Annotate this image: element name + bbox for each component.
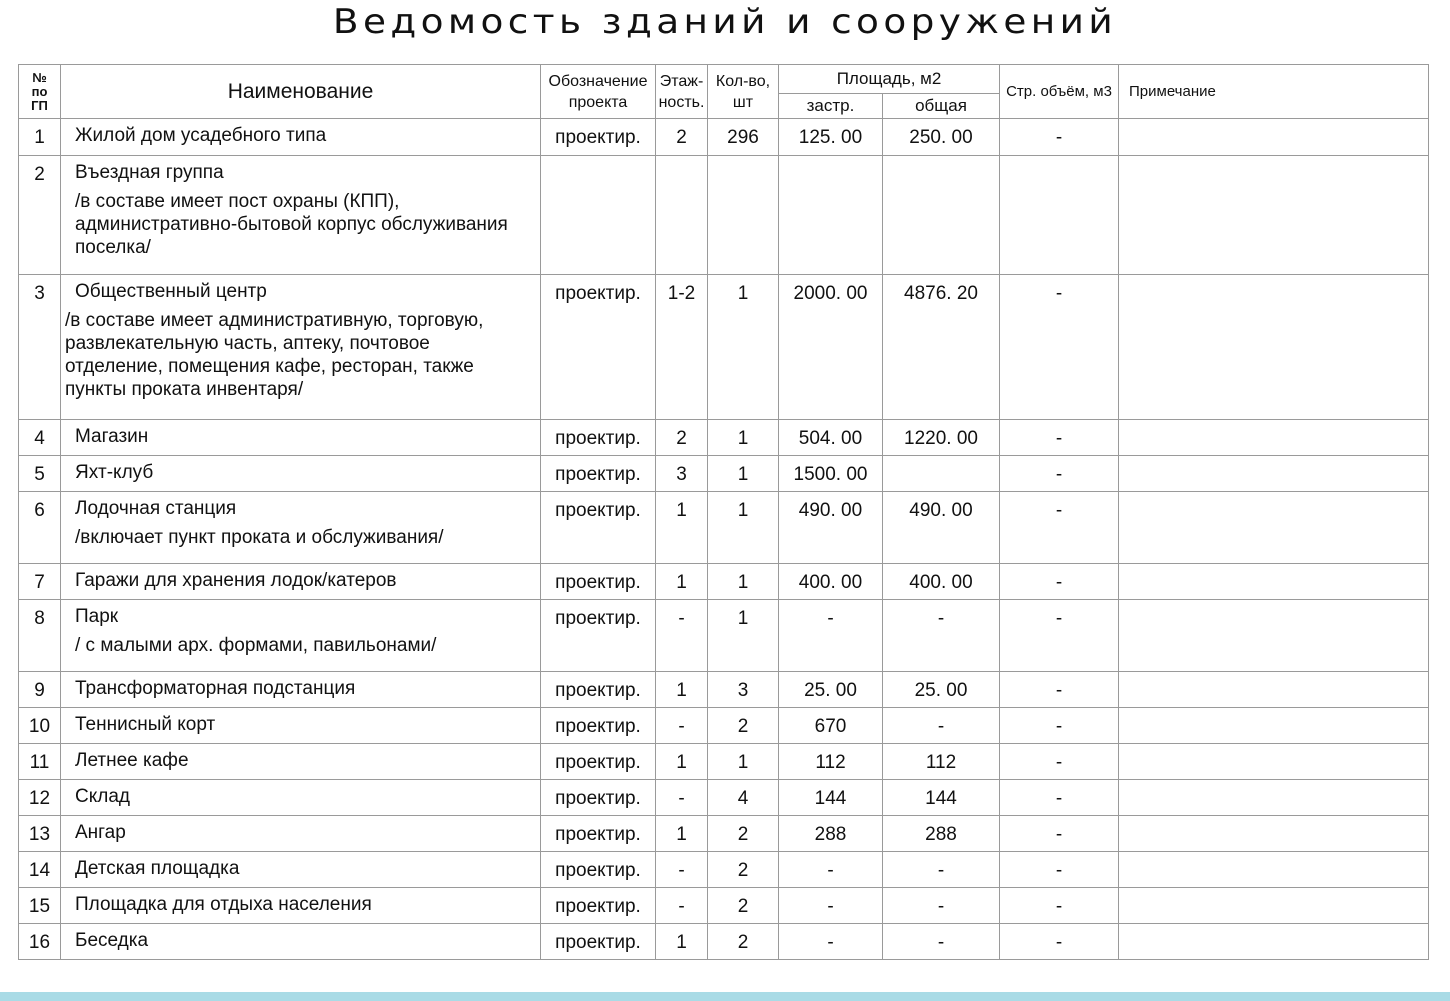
header-design	[541, 65, 656, 119]
row-name-cell	[61, 119, 541, 156]
row-floors: -	[656, 780, 708, 816]
header-number-line: по	[31, 83, 48, 99]
row-area-built: 144	[779, 780, 883, 816]
row-floors: 1	[656, 924, 708, 960]
row-name-cell	[61, 852, 541, 888]
row-number: 16	[19, 924, 61, 960]
row-quantity: 1	[708, 275, 779, 420]
document-title: Ведомость зданий и сооружений	[332, 2, 1118, 42]
row-name: Детская площадка	[75, 858, 240, 879]
row-floors: 2	[656, 420, 708, 456]
row-volume: -	[1000, 708, 1119, 744]
header-volume: Стр. объём, м3	[1000, 65, 1119, 119]
row-area-built: 25. 00	[779, 672, 883, 708]
table-row	[19, 744, 1429, 780]
row-name: Гаражи для хранения лодок/катеров	[75, 570, 397, 591]
row-quantity: 4	[708, 780, 779, 816]
row-volume: -	[1000, 780, 1119, 816]
bottom-bar	[0, 992, 1450, 1001]
header-quantity	[708, 65, 779, 119]
row-name: Общественный центр	[75, 281, 267, 302]
row-quantity: 2	[708, 852, 779, 888]
row-note	[1119, 924, 1429, 960]
row-volume: -	[1000, 275, 1119, 420]
header-area-built: застр.	[779, 94, 883, 119]
row-floors: -	[656, 600, 708, 672]
row-volume: -	[1000, 420, 1119, 456]
row-note	[1119, 456, 1429, 492]
row-name-cell	[61, 924, 541, 960]
row-area-total: 1220. 00	[883, 420, 1000, 456]
row-number: 1	[19, 119, 61, 156]
row-note	[1119, 492, 1429, 564]
row-design: проектир.	[541, 456, 656, 492]
row-area-built: 670	[779, 708, 883, 744]
row-floors: 1	[656, 672, 708, 708]
header-note: Примечание	[1119, 65, 1429, 119]
row-volume: -	[1000, 852, 1119, 888]
row-design: проектир.	[541, 492, 656, 564]
row-quantity: 1	[708, 420, 779, 456]
row-note	[1119, 888, 1429, 924]
row-name-cell	[61, 456, 541, 492]
row-note	[1119, 672, 1429, 708]
row-floors: -	[656, 852, 708, 888]
row-description	[61, 520, 540, 549]
row-quantity: 2	[708, 708, 779, 744]
row-floors	[656, 156, 708, 275]
row-name-cell	[61, 816, 541, 852]
row-name: Лодочная станция	[75, 498, 237, 519]
row-description-line: поселка/	[75, 237, 151, 258]
row-quantity: 2	[708, 888, 779, 924]
header-design-line: проекта	[568, 93, 628, 111]
row-name-cell	[61, 275, 541, 420]
row-volume: -	[1000, 119, 1119, 156]
row-name-cell	[61, 744, 541, 780]
row-design: проектир.	[541, 852, 656, 888]
row-volume: -	[1000, 600, 1119, 672]
row-name: Ангар	[75, 822, 126, 843]
row-description-line: / с малыми арх. формами, павильонами/	[75, 635, 437, 656]
row-design: проектир.	[541, 708, 656, 744]
table-body	[19, 119, 1429, 960]
table-row	[19, 708, 1429, 744]
row-number: 2	[19, 156, 61, 275]
row-name-cell	[61, 564, 541, 600]
table-row	[19, 672, 1429, 708]
row-volume: -	[1000, 816, 1119, 852]
row-design: проектир.	[541, 780, 656, 816]
header-number	[19, 65, 61, 119]
row-description-line: развлекательную часть, аптеку, почтовое	[65, 333, 430, 354]
row-description-line: пункты проката инвентаря/	[65, 379, 304, 400]
row-name: Парк	[75, 606, 119, 627]
row-description-line: /в составе имеет пост охраны (КПП),	[75, 191, 400, 212]
row-floors: -	[656, 708, 708, 744]
table-row	[19, 600, 1429, 672]
row-name: Въездная группа	[75, 162, 224, 183]
row-name: Магазин	[75, 426, 149, 447]
row-number: 5	[19, 456, 61, 492]
row-quantity: 1	[708, 564, 779, 600]
row-name-cell	[61, 420, 541, 456]
row-floors: 1	[656, 744, 708, 780]
row-note	[1119, 816, 1429, 852]
row-area-built: 2000. 00	[779, 275, 883, 420]
row-area-total: -	[883, 852, 1000, 888]
header-floors	[656, 65, 708, 119]
row-number: 6	[19, 492, 61, 564]
row-area-built: 490. 00	[779, 492, 883, 564]
row-floors: -	[656, 888, 708, 924]
row-volume: -	[1000, 924, 1119, 960]
row-name-cell	[61, 492, 541, 564]
table-row	[19, 156, 1429, 275]
header-name: Наименование	[61, 65, 541, 119]
row-area-total	[883, 156, 1000, 275]
row-design: проектир.	[541, 888, 656, 924]
row-name: Теннисный корт	[75, 714, 216, 735]
row-quantity: 1	[708, 744, 779, 780]
row-floors: 2	[656, 119, 708, 156]
row-note	[1119, 708, 1429, 744]
row-floors: 1	[656, 564, 708, 600]
row-description	[61, 184, 540, 259]
row-area-built: 288	[779, 816, 883, 852]
buildings-table	[18, 64, 1429, 960]
row-area-total: 112	[883, 744, 1000, 780]
table-header	[19, 65, 1429, 119]
row-design: проектир.	[541, 564, 656, 600]
row-area-built: 504. 00	[779, 420, 883, 456]
row-quantity: 2	[708, 816, 779, 852]
header-floors-line: Этаж-	[659, 72, 704, 90]
row-number: 9	[19, 672, 61, 708]
row-volume: -	[1000, 564, 1119, 600]
row-description-line: административно-бытовой корпус обслуживания	[75, 214, 508, 235]
table-row	[19, 816, 1429, 852]
row-description	[61, 303, 540, 401]
row-area-total: 25. 00	[883, 672, 1000, 708]
header-number-line: ГП	[31, 97, 48, 113]
row-name-cell	[61, 708, 541, 744]
table-row	[19, 780, 1429, 816]
table-row	[19, 492, 1429, 564]
row-note	[1119, 119, 1429, 156]
row-area-total: -	[883, 888, 1000, 924]
row-area-total: 288	[883, 816, 1000, 852]
row-quantity: 1	[708, 456, 779, 492]
row-design: проектир.	[541, 600, 656, 672]
row-design: проектир.	[541, 816, 656, 852]
row-design: проектир.	[541, 744, 656, 780]
row-name: Яхт-клуб	[75, 462, 154, 483]
row-area-total: 490. 00	[883, 492, 1000, 564]
row-note	[1119, 744, 1429, 780]
row-description-line: /включает пункт проката и обслуживания/	[75, 527, 444, 548]
row-quantity: 296	[708, 119, 779, 156]
row-area-built: 1500. 00	[779, 456, 883, 492]
header-quantity-line: шт	[732, 93, 754, 111]
row-note	[1119, 564, 1429, 600]
row-name: Склад	[75, 786, 130, 807]
row-number: 4	[19, 420, 61, 456]
row-number: 12	[19, 780, 61, 816]
row-name-cell	[61, 156, 541, 275]
row-number: 15	[19, 888, 61, 924]
row-design: проектир.	[541, 119, 656, 156]
row-volume: -	[1000, 888, 1119, 924]
row-name: Жилой дом усадебного типа	[75, 125, 327, 146]
row-volume: -	[1000, 672, 1119, 708]
row-name: Беседка	[75, 930, 149, 951]
row-area-built: -	[779, 600, 883, 672]
row-volume: -	[1000, 456, 1119, 492]
row-area-total: -	[883, 600, 1000, 672]
row-note	[1119, 852, 1429, 888]
row-floors: 1	[656, 492, 708, 564]
table-row	[19, 924, 1429, 960]
row-area-total: 250. 00	[883, 119, 1000, 156]
header-design-line: Обозначение	[548, 72, 648, 90]
row-area-total	[883, 456, 1000, 492]
table-row	[19, 852, 1429, 888]
row-name-cell	[61, 888, 541, 924]
row-area-total: -	[883, 708, 1000, 744]
row-number: 11	[19, 744, 61, 780]
header-area-total: общая	[883, 94, 1000, 119]
table-row	[19, 888, 1429, 924]
row-volume: -	[1000, 744, 1119, 780]
table-row	[19, 119, 1429, 156]
row-area-built: 125. 00	[779, 119, 883, 156]
row-number: 3	[19, 275, 61, 420]
row-area-built: 112	[779, 744, 883, 780]
row-name: Трансформаторная подстанция	[75, 678, 356, 699]
table-row	[19, 275, 1429, 420]
row-design	[541, 156, 656, 275]
row-area-total: 400. 00	[883, 564, 1000, 600]
row-description-line: /в составе имеет административную, торговую,	[65, 310, 484, 331]
header-quantity-line: Кол-во,	[715, 72, 771, 90]
row-description	[61, 628, 540, 657]
header-area: Площадь, м2	[779, 65, 1000, 94]
row-floors: 1-2	[656, 275, 708, 420]
row-design: проектир.	[541, 924, 656, 960]
row-note	[1119, 156, 1429, 275]
row-name-cell	[61, 780, 541, 816]
row-area-total: -	[883, 924, 1000, 960]
row-note	[1119, 275, 1429, 420]
table-row	[19, 456, 1429, 492]
row-design: проектир.	[541, 672, 656, 708]
row-area-built: -	[779, 888, 883, 924]
row-number: 7	[19, 564, 61, 600]
row-number: 10	[19, 708, 61, 744]
row-volume: -	[1000, 492, 1119, 564]
row-number: 13	[19, 816, 61, 852]
row-name-cell	[61, 600, 541, 672]
row-area-built: -	[779, 852, 883, 888]
table-row	[19, 420, 1429, 456]
row-quantity: 2	[708, 924, 779, 960]
row-area-total: 4876. 20	[883, 275, 1000, 420]
row-name: Площадка для отдыха населения	[75, 894, 372, 915]
row-design: проектир.	[541, 420, 656, 456]
row-volume	[1000, 156, 1119, 275]
row-quantity	[708, 156, 779, 275]
row-description-line: отделение, помещения кафе, ресторан, также	[65, 356, 474, 377]
row-design: проектир.	[541, 275, 656, 420]
row-name-cell	[61, 672, 541, 708]
row-area-total: 144	[883, 780, 1000, 816]
row-floors: 1	[656, 816, 708, 852]
header-floors-line: ность.	[658, 93, 705, 111]
row-name: Летнее кафе	[75, 750, 189, 771]
row-number: 8	[19, 600, 61, 672]
row-floors: 3	[656, 456, 708, 492]
row-quantity: 3	[708, 672, 779, 708]
row-area-built	[779, 156, 883, 275]
header-number-line: №	[32, 69, 47, 85]
row-quantity: 1	[708, 492, 779, 564]
row-quantity: 1	[708, 600, 779, 672]
row-note	[1119, 780, 1429, 816]
row-note	[1119, 420, 1429, 456]
row-number: 14	[19, 852, 61, 888]
row-area-built: -	[779, 924, 883, 960]
row-note	[1119, 600, 1429, 672]
table-row	[19, 564, 1429, 600]
row-area-built: 400. 00	[779, 564, 883, 600]
